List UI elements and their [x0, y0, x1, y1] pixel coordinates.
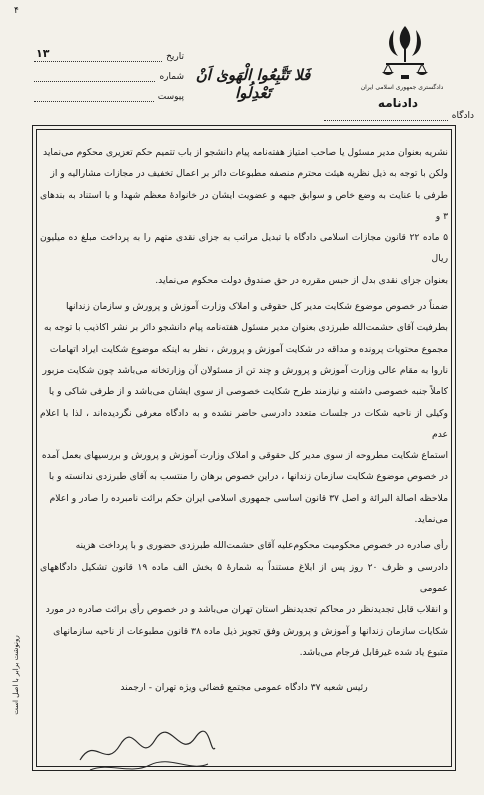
body-line: ملاحظه اصالة البرائة و اصل ۳۷ قانون اساسی جمهوری اسلامی ایران حکم برائت نامبرده را صادر و اعلام: [49, 492, 448, 504]
court-field: [324, 110, 474, 121]
body-line: شکایات سازمان زندانها و آموزش و پرورش وفق تجویز ذیل ماده ۳۸ قانون مطبوعات از ناحیه سازمانهای: [53, 625, 448, 637]
body-line: طرفی با عنایت به وضع خاص و سوابق جبهه و عضویت ایشان در خانوادهٔ معظم شهدا و با استناد به بندهای ۳ و: [40, 189, 448, 222]
meta-fields: [34, 42, 184, 102]
body-line: دادرسی و ظرف ۲۰ روز پس از ابلاغ مستنداً به شمارهٔ ۵ بخش الف ماده ۱۹ قانون تشکیل دادگاههای عمومی: [40, 561, 448, 594]
body-line: کاملاً جنبه خصوصی داشته و نیازمند طرح شکایت خصوصی از سوی ایشان می‌باشد و از طرفی شاکی و یا: [48, 386, 448, 398]
date-value: ۱۳: [36, 47, 50, 60]
body-line: ضمناً در خصوص موضوع شکایت مدیر کل حقوقی و املاک وزارت آموزش و پرورش و سازمان زندانها: [65, 301, 448, 313]
body-line: در خصوص موضوع شکایت سازمان زندانها ، دراین خصوص برهان را منتسب به آقای طبرزدی ندانسته و با: [48, 471, 448, 483]
date-field: [34, 42, 184, 62]
side-stamp: [4, 600, 28, 750]
quran-motto: فَلا تَتَّبِعُوا الْهَوىٰ اَنْ تَعْدِلُوا: [195, 66, 311, 102]
body-line: ۵ ماده ۲۲ قانون مجازات اسلامی دادگاه با تبدیل مراتب به جزای نقدی متهم را به پرداخت مبلغ ده میلیون ریال: [40, 232, 448, 265]
body-line: ناروا به مقام عالی وزارت آموزش و پرورش و چند تن از مسئولان آن وزارتخانه می‌باشد چون شکایت مزبور: [42, 364, 448, 376]
attachment-field: [34, 82, 184, 102]
page-mark: ۴: [14, 6, 19, 16]
document-title: دادنامه: [377, 96, 419, 110]
number-label: شماره: [159, 72, 184, 82]
body-line: وکیلی از ناحیه شکات در جلسات متعدد دادرسی حاضر نشده و به دادگاه معرفی نگردیده‌اند ، لذا با اعلام عدم: [40, 407, 448, 440]
body-line: و انقلاب قابل تجدیدنظر در محاکم تجدیدنظر استان تهران می‌باشد و در خصوص رأی برائت صادره در مورد: [45, 604, 448, 616]
emblem-caption: دادگستری جمهوری اسلامی ایران: [360, 84, 444, 91]
body-line: مجموع محتویات پرونده و مداقه در شکایت آموزش و پرورش ، نظر به اینکه موضوع شکایت ایراد اتهامات: [49, 343, 448, 355]
body-line: متبوع یاد شده غیرقابل فرجام می‌باشد.: [299, 646, 448, 658]
body-line: می‌نماید.: [414, 514, 448, 526]
attachment-label: پیوست: [157, 92, 184, 102]
iran-emblem-icon: [374, 20, 436, 82]
number-field: [34, 62, 184, 82]
body-line: رأی صادره در خصوص محکومیت محکوم‌علیه آقای حشمت‌الله طبرزدی حضوری و با پرداخت هزینه: [75, 540, 448, 552]
side-stamp-text: رونوشت برابر با اصل است: [12, 635, 20, 715]
body-line: نشریه بعنوان مدیر مسئول یا صاحب امتیاز هفته‌نامه پیام دانشجو از باب تتمیم حکم تعزیری محکوم می‌نماید: [43, 147, 448, 158]
body-line: ولکن با توجه به ذیل نظریه هیئت محترم منصفه مطبوعات دائر بر اعمال تخفیف در مجازات مشارالیه و از: [50, 168, 448, 180]
body-line: استماع شکایت مطروحه از سوی مدیر کل حقوقی و املاک وزارت آموزش و پرورش و بررسیهای بعمل آمده: [41, 450, 448, 462]
body-line: بطرفیت آقای حشمت‌الله طبرزدی بعنوان مدیر مسئول هفته‌نامه پیام دانشجو دائر بر نشر اکاذیب با توجه به: [43, 322, 448, 334]
judge-signature-line: رئیس شعبه ۳۷ دادگاه عمومی مجتمع قضائی ویژه تهران - ارجمند: [120, 682, 368, 694]
body-line: بعنوان جزای نقدی بدل از حبس مقرره در حق صندوق دولت محکوم می‌نماید.: [155, 274, 448, 286]
verdict-body: [40, 142, 448, 698]
handwritten-signature-icon: [70, 720, 220, 780]
date-label: تاریخ: [166, 52, 184, 62]
court-label: دادگاه: [451, 111, 474, 121]
